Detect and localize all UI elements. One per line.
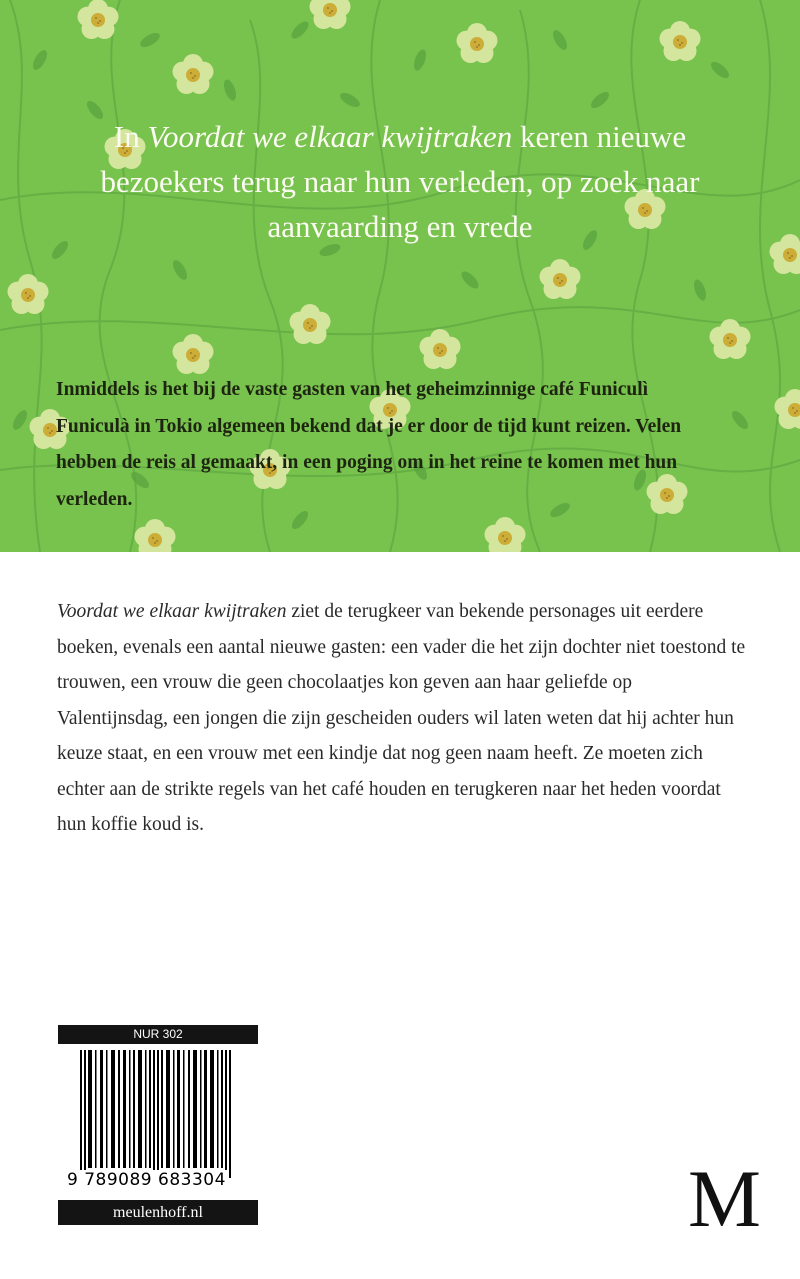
nur-label: NUR 302 [58,1025,258,1044]
description-book-title: Voordat we elkaar kwijtraken [57,601,287,622]
description-text: ziet de terugkeer van bekende personages uit eerdere boeken, evenals een aantal nieuwe gasten: een vader die het zijn dochter niet toestond te trouwen, een vrouw die geen chocolaatjes kon geven aan haar geliefde op Valentijnsdag, een jongen die zijn gescheiden ouders wil laten weten dat hij achter hun keuze staat, en een vrouw met een kindje dat nog geen naam heeft. Ze moeten zich echter aan de strikte regels van het café houden en terugkeren naar het heden voordat hun koffie koud is. [57,601,746,835]
publisher-logo: M [688,1153,761,1244]
tagline-book-title: Voordat we elkaar kwijtraken [147,119,513,154]
intro-paragraph: Inmiddels is het bij de vaste gasten van het geheimzinnige café Funiculì Funiculà in Tokio algemeen bekend dat je er door de tijd kunt reizen. Velen hebben de reis al gemaakt, in een poging om in het reine te komen met hun verleden. [56,379,682,510]
isbn-number: 9 789089 683304 [67,1170,226,1190]
tagline-suffix: keren nieuwe bezoekers terug naar hun verleden, op zoek naar aanvaarding en vrede [100,119,700,244]
description-paragraph [57,594,747,843]
publisher-website: meulenhoff.nl [58,1200,258,1225]
floral-cover-background [0,0,800,552]
tagline [60,114,740,249]
tagline-prefix: In [113,119,148,154]
barcode-icon [58,1050,258,1190]
